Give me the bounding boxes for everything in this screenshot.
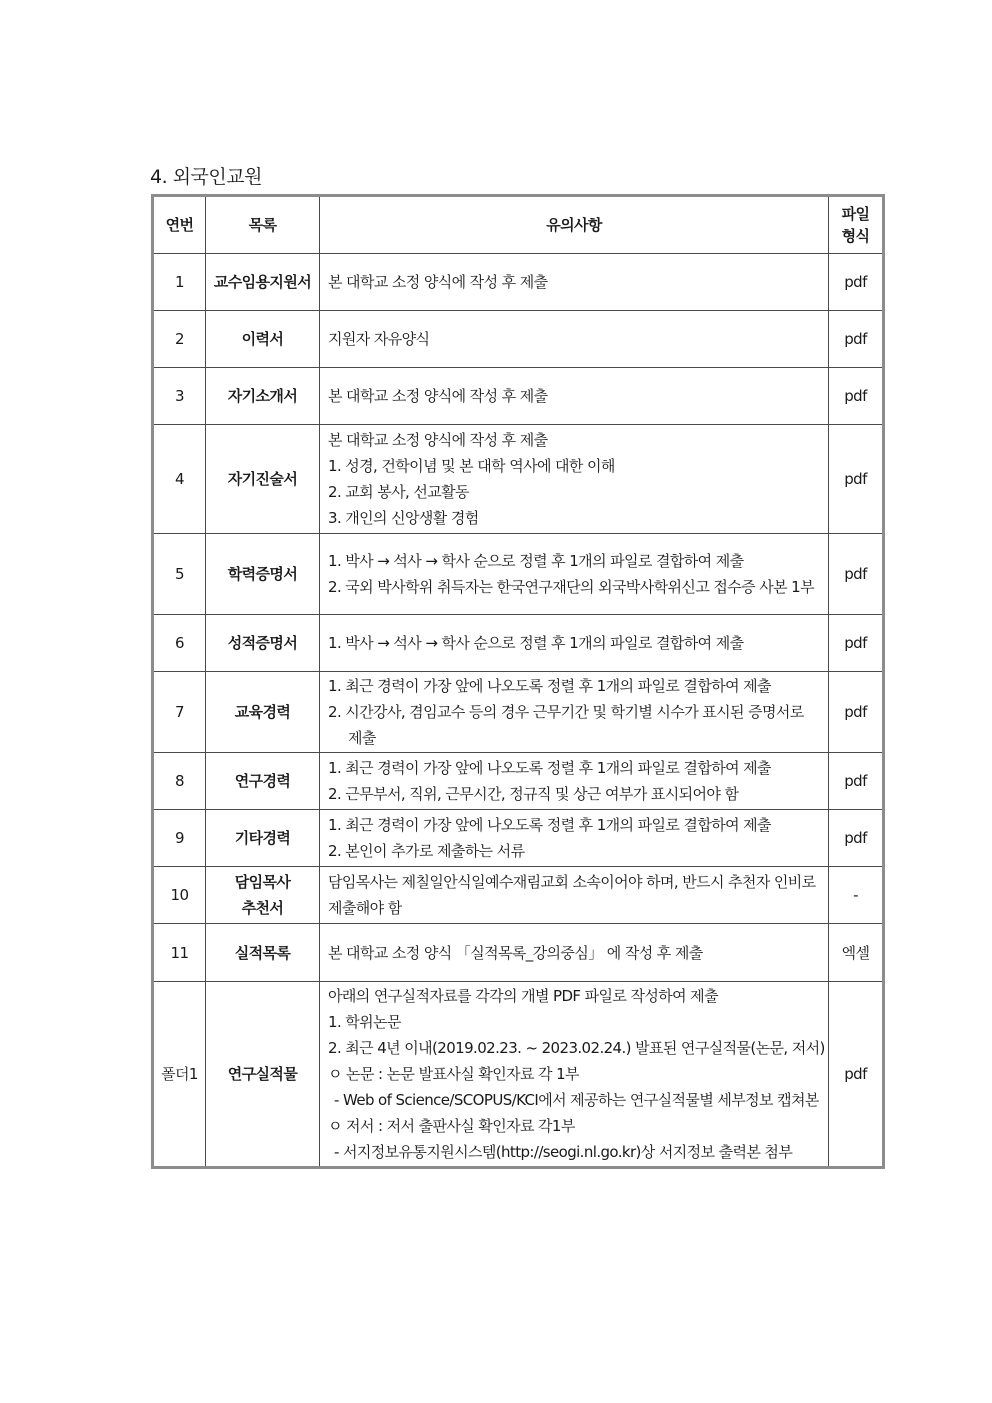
item-name-line: 기타경력 — [234, 829, 291, 847]
row-item-name — [206, 982, 320, 1168]
note-line: ㅇ 저서 : 저서 출판사실 확인자료 각1부 — [328, 1117, 575, 1135]
note-line: 1. 최근 경력이 가장 앞에 나오도록 정렬 후 1개의 파일로 결합하여 제출 — [328, 759, 771, 777]
header-format-line1: 파일 — [841, 205, 870, 223]
row-number: 4 — [153, 425, 206, 534]
note-line: 본 대학교 소정 양식 「실적목록_강의중심」 에 작성 후 제출 — [328, 943, 703, 962]
header-format-line2: 형식 — [841, 227, 870, 245]
row-item-name — [206, 311, 320, 368]
item-name-line: 담임목사 — [234, 873, 291, 891]
header-format — [829, 196, 884, 254]
header-note: 유의사항 — [320, 196, 829, 254]
row-file-format: pdf — [829, 672, 884, 753]
table-row — [153, 810, 884, 867]
row-item-name — [206, 254, 320, 311]
row-item-name — [206, 672, 320, 753]
item-name-line: 이력서 — [241, 330, 284, 348]
note-line: ㅇ 논문 : 논문 발표사실 확인자료 각 1부 — [328, 1065, 579, 1083]
item-name-line: 자기소개서 — [227, 387, 298, 405]
note-line: 2. 최근 4년 이내(2019.02.23. ~ 2023.02.24.) 발표된 연구실적물(논문, 저서) — [328, 1039, 825, 1057]
row-number: 10 — [153, 867, 206, 924]
header-row — [153, 196, 884, 254]
note-line: 2. 근무부서, 직위, 근무시간, 정규직 및 상근 여부가 표시되어야 함 — [328, 785, 739, 803]
row-item-name — [206, 615, 320, 672]
note-line: 본 대학교 소정 양식에 작성 후 제출 — [328, 387, 548, 405]
table-row — [153, 368, 884, 425]
item-name-line: 학력증명서 — [227, 565, 298, 583]
note-line: 제출 — [348, 729, 376, 747]
note-line: 제출해야 함 — [328, 899, 402, 917]
table-row — [153, 982, 884, 1168]
note-line: 2. 본인이 추가로 제출하는 서류 — [328, 842, 525, 860]
row-item-name — [206, 425, 320, 534]
row-number: 3 — [153, 368, 206, 425]
row-notes — [320, 672, 829, 753]
note-line: - 서지정보유통지원시스템(http://seogi.nl.go.kr)상 서지정보 출력본 첨부 — [334, 1143, 793, 1161]
row-item-name — [206, 924, 320, 982]
row-file-format: pdf — [829, 753, 884, 810]
note-line: 본 대학교 소정 양식에 작성 후 제출 — [328, 273, 548, 291]
row-notes — [320, 982, 829, 1168]
row-file-format: pdf — [829, 254, 884, 311]
table-row — [153, 534, 884, 615]
row-number: 7 — [153, 672, 206, 753]
note-line: 1. 최근 경력이 가장 앞에 나오도록 정렬 후 1개의 파일로 결합하여 제출 — [328, 677, 771, 695]
note-line: 1. 학위논문 — [328, 1013, 401, 1031]
table-row — [153, 615, 884, 672]
row-notes — [320, 254, 829, 311]
row-file-format: pdf — [829, 810, 884, 867]
note-line: 아래의 연구실적자료를 각각의 개별 PDF 파일로 작성하여 제출 — [328, 987, 718, 1005]
table-row — [153, 254, 884, 311]
row-notes — [320, 615, 829, 672]
note-line: 2. 교회 봉사, 선교활동 — [328, 483, 469, 501]
note-line: 3. 개인의 신앙생활 경험 — [328, 509, 479, 527]
item-name-line: 연구실적물 — [227, 1065, 298, 1083]
row-number: 폴더1 — [153, 982, 206, 1168]
row-item-name — [206, 867, 320, 924]
row-file-format: pdf — [829, 425, 884, 534]
note-line: 1. 성경, 건학이념 및 본 대학 역사에 대한 이해 — [328, 457, 615, 475]
row-file-format: pdf — [829, 368, 884, 425]
row-number: 1 — [153, 254, 206, 311]
row-notes — [320, 753, 829, 810]
table-row — [153, 867, 884, 924]
header-name: 목록 — [206, 196, 320, 254]
row-item-name — [206, 534, 320, 615]
note-line: 본 대학교 소정 양식에 작성 후 제출 — [328, 431, 548, 449]
row-file-format: pdf — [829, 615, 884, 672]
row-notes — [320, 924, 829, 982]
note-line: 1. 박사 → 석사 → 학사 순으로 정렬 후 1개의 파일로 결합하여 제출 — [328, 552, 744, 570]
note-line: 2. 시간강사, 겸임교수 등의 경우 근무기간 및 학기별 시수가 표시된 증명서로 — [328, 703, 804, 721]
row-number: 5 — [153, 534, 206, 615]
row-number: 11 — [153, 924, 206, 982]
row-notes — [320, 425, 829, 534]
note-line: 지원자 자유양식 — [328, 330, 430, 348]
row-item-name — [206, 753, 320, 810]
document-table — [151, 194, 885, 1169]
item-name-line: 자기진술서 — [227, 470, 298, 488]
row-file-format: pdf — [829, 982, 884, 1168]
table-row — [153, 924, 884, 982]
row-item-name — [206, 368, 320, 425]
item-name-line: 실적목록 — [234, 943, 291, 962]
row-notes — [320, 368, 829, 425]
note-line: 담임목사는 제칠일안식일예수재림교회 소속이어야 하며, 반드시 추천자 인비로 — [328, 873, 816, 891]
table-row — [153, 311, 884, 368]
item-name-line: 교수임용지원서 — [213, 273, 312, 291]
row-number: 9 — [153, 810, 206, 867]
item-name-line: 성적증명서 — [227, 634, 298, 652]
row-item-name — [206, 810, 320, 867]
row-number: 2 — [153, 311, 206, 368]
item-name-line: 추천서 — [241, 899, 284, 917]
row-number: 8 — [153, 753, 206, 810]
row-notes — [320, 867, 829, 924]
table-row — [153, 672, 884, 753]
row-file-format: - — [829, 867, 884, 924]
header-num: 연번 — [153, 196, 206, 254]
row-file-format: 엑셀 — [829, 924, 884, 982]
note-line: 2. 국외 박사학위 취득자는 한국연구재단의 외국박사학위신고 접수증 사본 1부 — [328, 578, 814, 596]
note-line: - Web of Science/SCOPUS/KCI에서 제공하는 연구실적물별 세부정보 캡쳐본 — [334, 1091, 819, 1109]
row-number: 6 — [153, 615, 206, 672]
row-file-format: pdf — [829, 311, 884, 368]
item-name-line: 교육경력 — [234, 703, 291, 721]
row-notes — [320, 534, 829, 615]
row-notes — [320, 810, 829, 867]
table-row — [153, 753, 884, 810]
table-row — [153, 425, 884, 534]
item-name-line: 연구경력 — [234, 772, 291, 790]
row-file-format: pdf — [829, 534, 884, 615]
note-line: 1. 최근 경력이 가장 앞에 나오도록 정렬 후 1개의 파일로 결합하여 제출 — [328, 816, 771, 834]
section-title: 4. 외국인교원 — [150, 166, 262, 188]
row-notes — [320, 311, 829, 368]
note-line: 1. 박사 → 석사 → 학사 순으로 정렬 후 1개의 파일로 결합하여 제출 — [328, 634, 744, 652]
